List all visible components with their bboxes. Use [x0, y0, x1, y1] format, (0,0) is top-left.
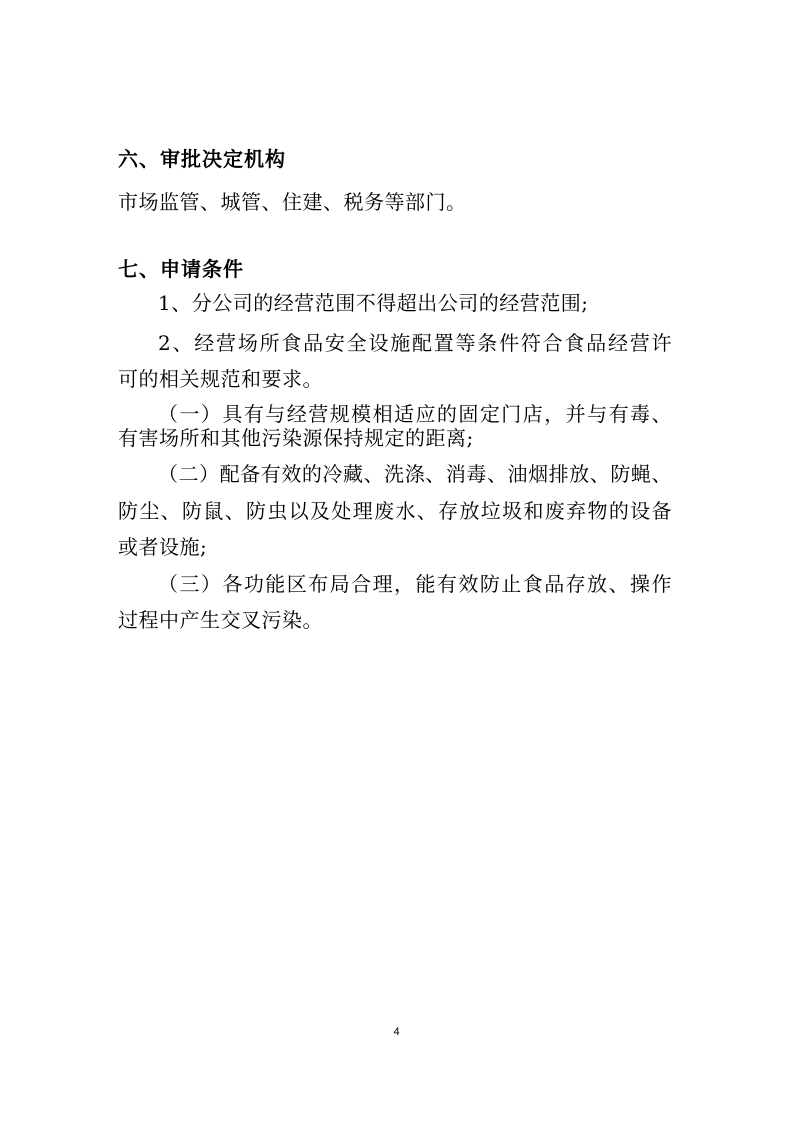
condition-item-2-line-2: 可的相关规范和要求。 — [118, 367, 323, 391]
sub-condition-3-line-2: 过程中产生交叉污染。 — [118, 608, 323, 632]
section-6-heading: 六、审批决定机构 — [118, 147, 286, 171]
sub-condition-2-line-2: 防尘、防鼠、防虫以及处理废水、存放垃圾和废弃物的设备 — [118, 499, 672, 523]
sub-condition-2-line-1: （二）配备有效的冷藏、洗涤、消毒、油烟排放、防蝇、 — [158, 462, 672, 486]
sub-condition-3-line-1: （三）各功能区布局合理，能有效防止食品存放、操作 — [158, 572, 672, 596]
section-7-heading: 七、申请条件 — [118, 257, 244, 281]
section-6-body: 市场监管、城管、住建、税务等部门。 — [118, 190, 467, 214]
sub-condition-1-line-2: 有害场所和其他污染源保持规定的距离; — [118, 426, 474, 450]
sub-condition-2-line-3: 或者设施; — [118, 535, 208, 559]
condition-item-1: 1、分公司的经营范围不得超出公司的经营范围; — [158, 291, 589, 315]
condition-item-2-line-1: 2、经营场所食品安全设施配置等条件符合食品经营许 — [158, 331, 672, 355]
sub-condition-1-line-1: （一）具有与经营规模相适应的固定门店，并与有毒、 — [158, 402, 672, 426]
page-number: 4 — [393, 1026, 400, 1038]
